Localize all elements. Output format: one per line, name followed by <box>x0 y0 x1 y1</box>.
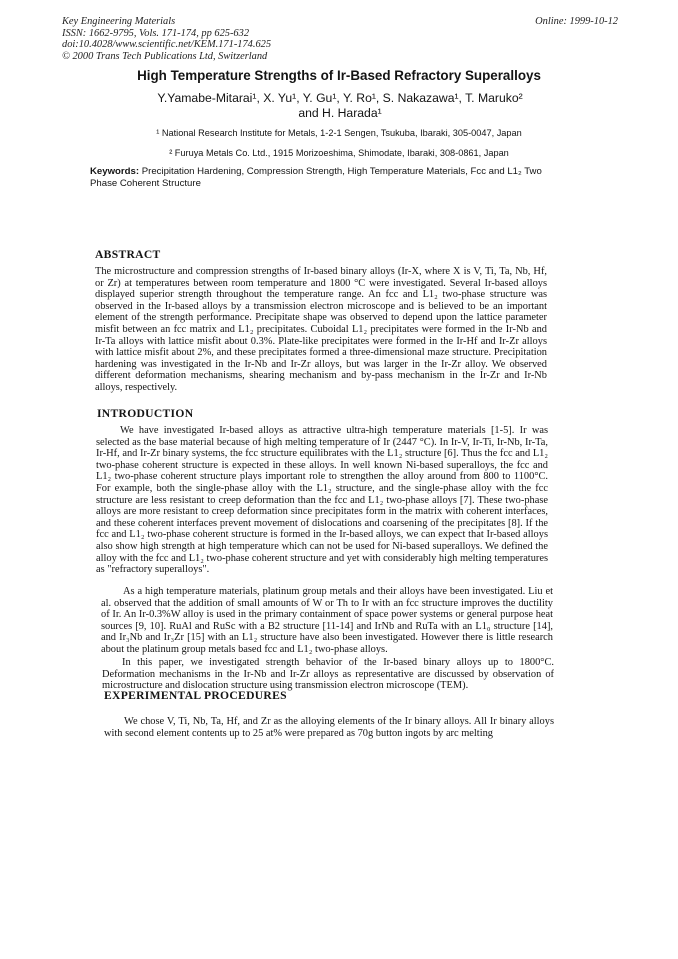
keywords-text: Precipitation Hardening, Compression Strength, High Temperature Materials, Fcc and L1₂ Two Phase Coherent Structure <box>90 166 542 189</box>
authors-line-2: and H. Harada¹ <box>298 106 382 121</box>
introduction-paragraph-2: As a high temperature materials, platinum group metals and their alloys have been investigated. Liu et al. observed that the addition of small amounts of W or Th to Ir with an fcc structure improves the ductility of Ir. An Ir-0.3%W alloy is used in the primary containment of space power systems or general purpose heat sources [9, 10]. RuAl and RuSc with a B2 structure [11-14] and IrNb and RuTa with an L1₀ structure [14], and Ir₃Nb and Ir₃Zr [15] with an L1₂ structure have also been investigated. However there is little research about the platinum group metals based fcc and L1₂ two-phase alloys. <box>101 586 553 655</box>
abstract-heading: ABSTRACT <box>95 248 161 261</box>
online-date: Online: 1999-10-12 <box>535 16 618 27</box>
issn-line: ISSN: 1662-9795, Vols. 171-174, pp 625-632 <box>62 27 250 39</box>
publication-header <box>62 16 618 62</box>
keywords-block <box>90 166 550 190</box>
experimental-heading: EXPERIMENTAL PROCEDURES <box>104 689 287 702</box>
affiliation-1: ¹ National Research Institute for Metals, 1-2-1 Sengen, Tsukuba, Ibaraki, 305-0047, Japan <box>156 128 522 138</box>
abstract-text: The microstructure and compression strengths of Ir-based binary alloys (Ir-X, where X is V, Ti, Ta, Nb, Hf, or Zr) at temperatures between room temperature and 1800 °C were investigated. Several Ir-based alloys displayed superior strength throughout the temperature range. An fcc and L1₂ two-phase structure was observed in the Ir-based alloys by a transmission electron microscope and is believed to be an important element of the strength performance. Precipitate shape was observed to depend upon the lattice parameter misfit between an fcc matrix and L1₂ precipitates. Cuboidal L1₂ precipitates were formed in the Ir-Nb and Ir-Ta alloys with lattice misfit about 0.3%. Plate-like precipitates were formed in the Ir-Hf and Ir-Zr alloys with lattice misfit about 2%, and these precipitates formed a three-dimensional maze structure. Precipitation hardening was investigated in the Ir-Nb and Ir-Zr alloys, but was larger in the Ir-Zr alloy. We observed different deformation mechanisms, shearing mechanism and by-pass mechanism in the Ir-Zr and Ir-Nb alloys, respectively. <box>95 266 547 393</box>
paper-title: High Temperature Strengths of Ir-Based Refractory Superalloys <box>137 68 541 83</box>
keywords-label: Keywords: <box>90 166 140 177</box>
doi-line: doi:10.4028/www.scientific.net/KEM.171-174.625 <box>62 39 272 51</box>
journal-name: Key Engineering Materials <box>62 16 176 27</box>
introduction-heading: INTRODUCTION <box>97 407 194 420</box>
author-list <box>80 91 600 122</box>
affiliation-2: ² Furuya Metals Co. Ltd., 1915 Morizoeshima, Shimodate, Ibaraki, 308-0861, Japan <box>169 148 509 158</box>
introduction-paragraph-1: We have investigated Ir-based alloys as attractive ultra-high temperature materials [1-5]. Ir was selected as the base material because of high melting temperature of Ir (2447 °C). In Ir-V, Ir-Ti, Ir-Nb, Ir-Ta, Ir-Hf, and Ir-Zr binary systems, the fcc structure equilibrates with the L1₂ structure [6]. Thus the fcc and L1₂ two-phase coherent structure is expected in these alloys. In well known Ni-based superalloys, the fcc and L1₂ two-phase coherent structure plays important role to strengthen the alloy around from 800 to 1100°C. For example, both the single-phase alloy with the L1₂ structure, and the single-phase alloy with the fcc structure are less resistant to creep deformation than the fcc and L1₂ two-phase alloys [7]. These two-phase alloys are more resistant to creep deformation since precipitates form in the matrix with coherent interfaces, and these coherent interfaces prevent movement of dislocations and coarsening of the precipitates [8]. If the fcc and L1₂ two-phase coherent structure is formed in the Ir-based alloys, we can expect that Ir-based alloys also show high strength at high temperature which can not be used for Ni-based superalloys. We defined the alloy with the fcc and L1₂ two-phase coherent structure and yet with considerably high melting temperatures as "refractory superalloys". <box>96 425 548 576</box>
authors-line-1: Y.Yamabe-Mitarai¹, X. Yu¹, Y. Gu¹, Y. Ro¹, S. Nakazawa¹, T. Maruko² <box>157 91 523 105</box>
introduction-paragraph-3: In this paper, we investigated strength behavior of the Ir-based binary alloys up to 1800°C. Deformation mechanisms in the Ir-Nb and Ir-Zr alloys as representative are discussed by observation of microstructure and dislocation structure using transmission electron microscope (TEM). <box>102 657 554 692</box>
experimental-paragraph-1: We chose V, Ti, Nb, Ta, Hf, and Zr as the alloying elements of the Ir binary alloys. All Ir binary alloys with second element contents up to 25 at% were prepared as 70g button ingots by arc melting <box>104 716 554 739</box>
copyright-line: © 2000 Trans Tech Publications Ltd, Switzerland <box>62 50 268 62</box>
